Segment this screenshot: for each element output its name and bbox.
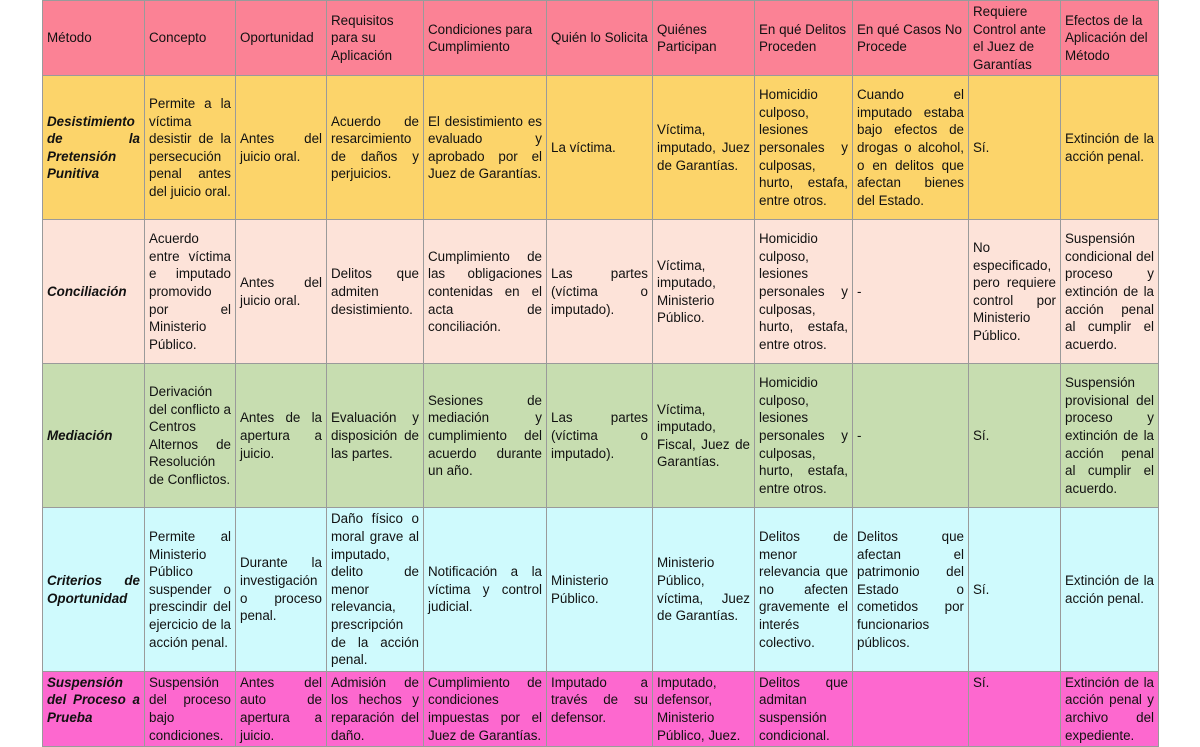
methods-table <box>42 0 1159 747</box>
opportunity-cell: Antes del juicio oral. <box>236 220 327 364</box>
concept-cell: Permite al Ministerio Público suspender o prescindir del ejercicio de la acción penal. <box>145 508 236 671</box>
conditions-cell: Cumplimiento de condiciones impuestas por el Juez de Garantías. <box>424 671 547 746</box>
concept-cell: Suspensión del proceso bajo condiciones. <box>145 671 236 746</box>
method-cell: Criterios de Oportunidad <box>43 508 145 671</box>
effects-cell: Extinción de la acción penal. <box>1061 76 1159 220</box>
conditions-cell: Notificación a la víctima y control judicial. <box>424 508 547 671</box>
effects-cell: Extinción de la acción penal y archivo del expediente. <box>1061 671 1159 746</box>
table-row <box>43 671 1159 746</box>
crimes-cell: Homicidio culposo, lesiones personales y culposas, hurto, estafa, entre otros. <box>755 220 853 364</box>
control-cell: No especificado, pero requiere control por Ministerio Público. <box>969 220 1061 364</box>
opportunity-cell: Antes del juicio oral. <box>236 76 327 220</box>
method-cell: Desistimiento de la Pretensión Punitiva <box>43 76 145 220</box>
concept-cell: Derivación del conflicto a Centros Alternos de Resolución de Conflictos. <box>145 364 236 508</box>
requirements-cell: Delitos que admiten desistimiento. <box>327 220 424 364</box>
control-cell: Sí. <box>969 364 1061 508</box>
participants-cell: Víctima, imputado, Fiscal, Juez de Garantías. <box>653 364 755 508</box>
effects-cell: Extinción de la acción penal. <box>1061 508 1159 671</box>
concept-cell: Acuerdo entre víctima e imputado promovido por el Ministerio Público. <box>145 220 236 364</box>
requirements-cell: Admisión de los hechos y reparación del daño. <box>327 671 424 746</box>
conditions-cell: Sesiones de mediación y cumplimiento del acuerdo durante un año. <box>424 364 547 508</box>
crimes-cell: Delitos que admitan suspensión condicional. <box>755 671 853 746</box>
participants-cell: Víctima, imputado, Ministerio Público. <box>653 220 755 364</box>
header-cell: Quién lo Solicita <box>547 1 653 76</box>
header-cell: Método <box>43 1 145 76</box>
crimes-cell: Homicidio culposo, lesiones personales y culposas, hurto, estafa, entre otros. <box>755 364 853 508</box>
effects-cell: Suspensión provisional del proceso y extinción de la acción penal al cumplir el acuerdo. <box>1061 364 1159 508</box>
crimes-cell: Homicidio culposo, lesiones personales y culposas, hurto, estafa, entre otros. <box>755 76 853 220</box>
requirements-cell: Daño físico o moral grave al imputado, delito de menor relevancia, prescripción de la acción penal. <box>327 508 424 671</box>
header-cell: Oportunidad <box>236 1 327 76</box>
participants-cell: Víctima, imputado, Juez de Garantías. <box>653 76 755 220</box>
header-cell: En qué Casos No Procede <box>853 1 969 76</box>
table-row <box>43 220 1159 364</box>
header-cell: Condiciones para Cumplimiento <box>424 1 547 76</box>
table-row <box>43 76 1159 220</box>
table-row <box>43 508 1159 671</box>
table-row <box>43 364 1159 508</box>
exclusions-cell: Cuando el imputado estaba bajo efectos de drogas o alcohol, o en delitos que afectan bienes del Estado. <box>853 76 969 220</box>
requester-cell: Ministerio Público. <box>547 508 653 671</box>
requirements-cell: Acuerdo de resarcimiento de daños y perjuicios. <box>327 76 424 220</box>
opportunity-cell: Antes del auto de apertura a juicio. <box>236 671 327 746</box>
exclusions-cell <box>853 671 969 746</box>
header-cell: Concepto <box>145 1 236 76</box>
header-cell: Requiere Control ante el Juez de Garantías <box>969 1 1061 76</box>
requester-cell: Las partes (víctima o imputado). <box>547 220 653 364</box>
exclusions-cell: - <box>853 364 969 508</box>
control-cell: Sí. <box>969 508 1061 671</box>
header-cell: Requisitos para su Aplicación <box>327 1 424 76</box>
method-cell: Conciliación <box>43 220 145 364</box>
concept-cell: Permite a la víctima desistir de la persecución penal antes del juicio oral. <box>145 76 236 220</box>
method-cell: Suspensión del Proceso a Prueba <box>43 671 145 746</box>
header-row <box>43 1 1159 76</box>
effects-cell: Suspensión condicional del proceso y extinción de la acción penal al cumplir el acuerdo. <box>1061 220 1159 364</box>
participants-cell: Imputado, defensor, Ministerio Público, Juez. <box>653 671 755 746</box>
exclusions-cell: Delitos que afectan el patrimonio del Estado o cometidos por funcionarios públicos. <box>853 508 969 671</box>
exclusions-cell: - <box>853 220 969 364</box>
requirements-cell: Evaluación y disposición de las partes. <box>327 364 424 508</box>
crimes-cell: Delitos de menor relevancia que no afecten gravemente el interés colectivo. <box>755 508 853 671</box>
conditions-cell: Cumplimiento de las obligaciones contenidas en el acta de conciliación. <box>424 220 547 364</box>
requester-cell: Las partes (víctima o imputado). <box>547 364 653 508</box>
requester-cell: Imputado a través de su defensor. <box>547 671 653 746</box>
method-cell: Mediación <box>43 364 145 508</box>
header-cell: Efectos de la Aplicación del Método <box>1061 1 1159 76</box>
header-cell: En qué Delitos Proceden <box>755 1 853 76</box>
control-cell: Sí. <box>969 76 1061 220</box>
opportunity-cell: Antes de la apertura a juicio. <box>236 364 327 508</box>
conditions-cell: El desistimiento es evaluado y aprobado por el Juez de Garantías. <box>424 76 547 220</box>
participants-cell: Ministerio Público, víctima, Juez de Garantías. <box>653 508 755 671</box>
requester-cell: La víctima. <box>547 76 653 220</box>
control-cell: Sí. <box>969 671 1061 746</box>
header-cell: Quiénes Participan <box>653 1 755 76</box>
opportunity-cell: Durante la investigación o proceso penal. <box>236 508 327 671</box>
